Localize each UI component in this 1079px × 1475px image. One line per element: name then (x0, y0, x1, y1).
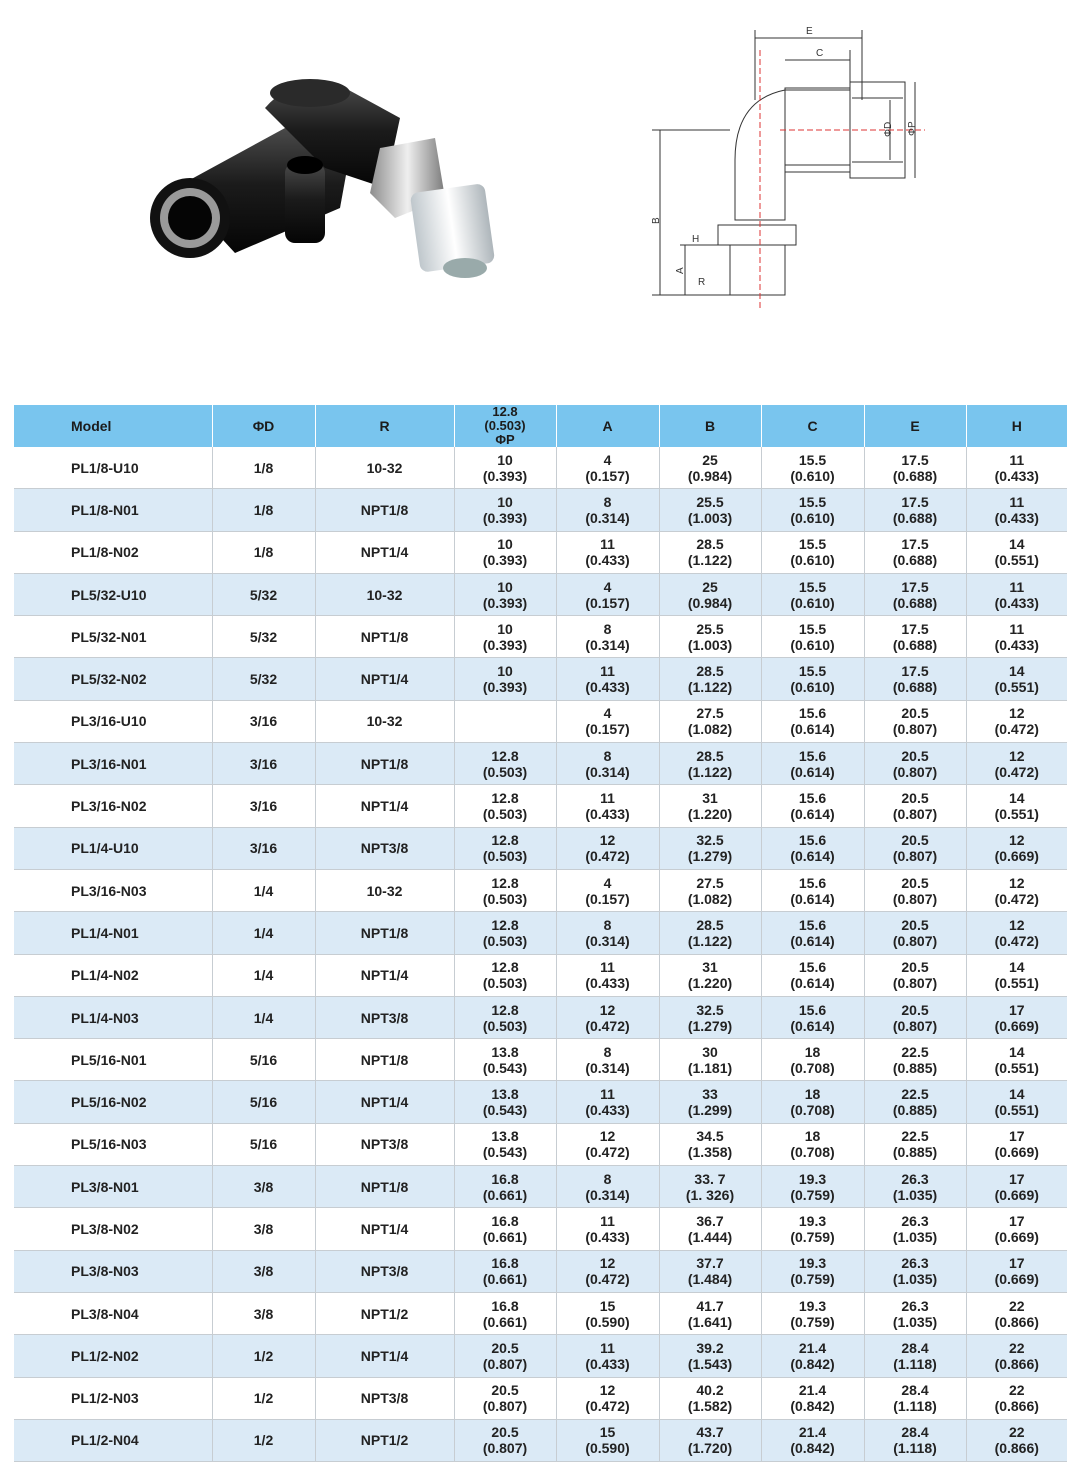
table-cell: 37.7 (1.484) (659, 1250, 761, 1292)
table-cell: 5/16 (212, 1123, 315, 1165)
table-cell: 10 (0.393) (454, 531, 556, 573)
table-cell: 16.8 (0.661) (454, 1208, 556, 1250)
table-cell: 22 (0.866) (966, 1335, 1067, 1377)
label-h: H (692, 234, 700, 245)
table-cell: 25.5 (1.003) (659, 616, 761, 658)
table-cell: 15.5 (0.610) (761, 489, 864, 531)
table-cell: NPT3/8 (315, 1250, 454, 1292)
table-cell: 3/16 (212, 827, 315, 869)
table-cell: 20.5 (0.807) (864, 869, 966, 911)
table-cell: NPT3/8 (315, 1123, 454, 1165)
table-row (14, 1250, 1067, 1292)
table-cell: 8 (0.314) (556, 1166, 659, 1208)
elbow-fitting-photo (135, 68, 515, 298)
table-cell: 3/16 (212, 743, 315, 785)
table-cell: 12 (0.472) (966, 743, 1067, 785)
table-cell: 20.5 (0.807) (864, 700, 966, 742)
table-cell: 15.6 (0.614) (761, 869, 864, 911)
column-header: ΦD (212, 405, 315, 447)
table-cell: 16.8 (0.661) (454, 1166, 556, 1208)
product-images (0, 0, 1079, 395)
table-cell: 28.4 (1.118) (864, 1335, 966, 1377)
table-cell: 12 (0.472) (556, 1250, 659, 1292)
table-cell: 41.7 (1.641) (659, 1292, 761, 1334)
table-cell: 10 (0.393) (454, 573, 556, 615)
table-cell: 15.6 (0.614) (761, 954, 864, 996)
table-cell: 40.2 (1.582) (659, 1377, 761, 1419)
table-cell: 17 (0.669) (966, 1123, 1067, 1165)
table-cell: 33 (1.299) (659, 1081, 761, 1123)
table-cell: 5/32 (212, 573, 315, 615)
spec-table (14, 405, 1067, 1462)
table-cell: 3/8 (212, 1292, 315, 1334)
table-cell: 20.5 (0.807) (864, 785, 966, 827)
table-cell: 17 (0.669) (966, 1166, 1067, 1208)
table-cell: 12 (0.472) (556, 1123, 659, 1165)
table-cell: 10-32 (315, 700, 454, 742)
table-cell: 1/8 (212, 489, 315, 531)
table-cell: 11 (0.433) (556, 785, 659, 827)
table-cell: 3/16 (212, 700, 315, 742)
table-cell: 4 (0.157) (556, 700, 659, 742)
table-cell: 20.5 (0.807) (454, 1377, 556, 1419)
table-cell: 17 (0.669) (966, 1250, 1067, 1292)
table-cell: 11 (0.433) (556, 954, 659, 996)
table-cell: 20.5 (0.807) (864, 996, 966, 1038)
table-cell: NPT1/8 (315, 743, 454, 785)
table-cell: 16.8 (0.661) (454, 1292, 556, 1334)
table-cell: 43.7 (1.720) (659, 1419, 761, 1461)
table-row (14, 1419, 1067, 1461)
table-cell: NPT1/4 (315, 1081, 454, 1123)
table-cell: 12.8 (0.503) (454, 785, 556, 827)
table-cell: 15 (0.590) (556, 1419, 659, 1461)
table-cell: PL1/8-N02 (14, 531, 212, 573)
table-row (14, 1166, 1067, 1208)
table-cell: 28.4 (1.118) (864, 1419, 966, 1461)
table-cell: 11 (0.433) (556, 658, 659, 700)
table-cell: 32.5 (1.279) (659, 996, 761, 1038)
table-cell: NPT1/4 (315, 1335, 454, 1377)
table-cell: 18 (0.708) (761, 1081, 864, 1123)
table-cell: 12 (0.472) (966, 700, 1067, 742)
table-cell: 21.4 (0.842) (761, 1377, 864, 1419)
table-cell: 15.5 (0.610) (761, 573, 864, 615)
table-cell: 12 (0.472) (556, 996, 659, 1038)
table-cell: 17.5 (0.688) (864, 573, 966, 615)
column-header: C (761, 405, 864, 447)
table-cell: 32.5 (1.279) (659, 827, 761, 869)
table-cell: 10 (0.393) (454, 616, 556, 658)
table-cell: 14 (0.551) (966, 954, 1067, 996)
table-row (14, 1039, 1067, 1081)
table-cell: 36.7 (1.444) (659, 1208, 761, 1250)
table-cell: 20.5 (0.807) (864, 912, 966, 954)
table-cell: 17 (0.669) (966, 996, 1067, 1038)
table-cell: 10 (0.393) (454, 489, 556, 531)
table-cell: 20.5 (0.807) (864, 743, 966, 785)
table-cell: PL1/4-N03 (14, 996, 212, 1038)
table-row (14, 489, 1067, 531)
table-cell: 20.5 (0.807) (454, 1419, 556, 1461)
table-cell: 11 (0.433) (966, 573, 1067, 615)
table-cell: 27.5 (1.082) (659, 700, 761, 742)
table-cell: PL5/32-N02 (14, 658, 212, 700)
table-row (14, 996, 1067, 1038)
table-cell: PL5/32-U10 (14, 573, 212, 615)
table-cell: 5/32 (212, 658, 315, 700)
table-cell: 1/4 (212, 912, 315, 954)
table-cell: 13.8 (0.543) (454, 1039, 556, 1081)
table-row (14, 1377, 1067, 1419)
table-cell: PL3/16-N03 (14, 869, 212, 911)
table-cell: 12.8 (0.503) (454, 827, 556, 869)
table-row (14, 1335, 1067, 1377)
table-row (14, 869, 1067, 911)
table-cell: 15.6 (0.614) (761, 700, 864, 742)
table-cell: 19.3 (0.759) (761, 1208, 864, 1250)
column-header: R (315, 405, 454, 447)
table-cell: 10-32 (315, 573, 454, 615)
table-cell: 12.8 (0.503) (454, 954, 556, 996)
table-cell: NPT3/8 (315, 996, 454, 1038)
table-cell: 28.5 (1.122) (659, 912, 761, 954)
table-cell: 25.5 (1.003) (659, 489, 761, 531)
table-cell: 3/8 (212, 1250, 315, 1292)
table-cell: 20.5 (0.807) (864, 827, 966, 869)
table-cell: 26.3 (1.035) (864, 1208, 966, 1250)
table-cell: 11 (0.433) (966, 616, 1067, 658)
table-cell: 15.6 (0.614) (761, 785, 864, 827)
table-cell: NPT1/4 (315, 954, 454, 996)
table-row (14, 616, 1067, 658)
table-cell: 4 (0.157) (556, 447, 659, 489)
column-header: 12.8 (0.503) ΦP (454, 405, 556, 447)
table-cell: NPT1/4 (315, 658, 454, 700)
table-cell: PL3/8-N02 (14, 1208, 212, 1250)
table-cell: PL3/8-N03 (14, 1250, 212, 1292)
dimension-drawing (640, 20, 930, 320)
table-cell: 15.5 (0.610) (761, 616, 864, 658)
table-cell: PL5/16-N01 (14, 1039, 212, 1081)
table-row (14, 1292, 1067, 1334)
table-cell: 4 (0.157) (556, 573, 659, 615)
table-cell: NPT1/8 (315, 912, 454, 954)
table-cell: 15 (0.590) (556, 1292, 659, 1334)
table-cell: 12.8 (0.503) (454, 743, 556, 785)
table-cell: 12.8 (0.503) (454, 996, 556, 1038)
table-cell: 25 (0.984) (659, 573, 761, 615)
table-cell: PL1/2-N03 (14, 1377, 212, 1419)
table-cell: 22 (0.866) (966, 1377, 1067, 1419)
table-cell: 8 (0.314) (556, 912, 659, 954)
table-cell: 11 (0.433) (556, 1081, 659, 1123)
table-cell: 14 (0.551) (966, 531, 1067, 573)
table-cell: PL1/4-N01 (14, 912, 212, 954)
table-cell: 1/2 (212, 1377, 315, 1419)
table-cell: 22 (0.866) (966, 1292, 1067, 1334)
table-cell: 17.5 (0.688) (864, 489, 966, 531)
table-cell: 13.8 (0.543) (454, 1081, 556, 1123)
table-cell: 15.5 (0.610) (761, 531, 864, 573)
table-cell: 4 (0.157) (556, 869, 659, 911)
table-cell: 25 (0.984) (659, 447, 761, 489)
table-cell: 31 (1.220) (659, 785, 761, 827)
table-cell: 11 (0.433) (966, 447, 1067, 489)
table-cell: NPT1/2 (315, 1292, 454, 1334)
table-cell: 22.5 (0.885) (864, 1123, 966, 1165)
table-cell: 10 (0.393) (454, 447, 556, 489)
table-cell: 39.2 (1.543) (659, 1335, 761, 1377)
table-cell: PL1/4-N02 (14, 954, 212, 996)
table-cell: PL3/8-N04 (14, 1292, 212, 1334)
table-cell: 21.4 (0.842) (761, 1419, 864, 1461)
label-r: R (698, 277, 706, 288)
label-e: E (806, 26, 813, 37)
table-cell: 30 (1.181) (659, 1039, 761, 1081)
table-cell: 12 (0.472) (556, 1377, 659, 1419)
table-cell: 13.8 (0.543) (454, 1123, 556, 1165)
table-row (14, 1123, 1067, 1165)
table-cell: PL3/8-N01 (14, 1166, 212, 1208)
table-cell: PL3/16-N01 (14, 743, 212, 785)
table-cell: NPT1/4 (315, 1208, 454, 1250)
table-header (14, 405, 1067, 447)
table-cell: NPT1/2 (315, 1419, 454, 1461)
table-cell: 8 (0.314) (556, 489, 659, 531)
table-cell: 33. 7 (1. 326) (659, 1166, 761, 1208)
table-row (14, 573, 1067, 615)
column-header: H (966, 405, 1067, 447)
table-cell: 3/8 (212, 1208, 315, 1250)
table-cell: 17 (0.669) (966, 1208, 1067, 1250)
table-cell: 20.5 (0.807) (454, 1335, 556, 1377)
label-a: A (675, 267, 686, 274)
table-cell: 10-32 (315, 869, 454, 911)
table-row (14, 912, 1067, 954)
table-cell: 17.5 (0.688) (864, 531, 966, 573)
table-cell: NPT1/4 (315, 785, 454, 827)
table-cell: 1/8 (212, 531, 315, 573)
table-cell: 31 (1.220) (659, 954, 761, 996)
table-row (14, 1081, 1067, 1123)
table-cell: 14 (0.551) (966, 1081, 1067, 1123)
table-row (14, 700, 1067, 742)
table-cell: 12 (0.472) (966, 869, 1067, 911)
table-cell: PL1/2-N02 (14, 1335, 212, 1377)
table-cell: 1/2 (212, 1419, 315, 1461)
table-cell: 20.5 (0.807) (864, 954, 966, 996)
table-cell: NPT1/8 (315, 489, 454, 531)
table-cell: 22 (0.866) (966, 1419, 1067, 1461)
table-cell: 18 (0.708) (761, 1123, 864, 1165)
table-cell: 18 (0.708) (761, 1039, 864, 1081)
table-cell: 8 (0.314) (556, 616, 659, 658)
table-cell: 5/16 (212, 1081, 315, 1123)
table-cell: 11 (0.433) (556, 531, 659, 573)
table-cell: 21.4 (0.842) (761, 1335, 864, 1377)
table-cell: PL5/32-N01 (14, 616, 212, 658)
table-cell: 19.3 (0.759) (761, 1292, 864, 1334)
table-cell: 19.3 (0.759) (761, 1250, 864, 1292)
table-cell: 28.4 (1.118) (864, 1377, 966, 1419)
table-cell: 27.5 (1.082) (659, 869, 761, 911)
table-cell: 15.6 (0.614) (761, 743, 864, 785)
table-row (14, 954, 1067, 996)
table-cell: 12 (0.472) (966, 912, 1067, 954)
table-row (14, 827, 1067, 869)
table-cell: 11 (0.433) (966, 489, 1067, 531)
table-row (14, 531, 1067, 573)
table-row (14, 785, 1067, 827)
table-cell: 3/16 (212, 785, 315, 827)
table-cell: 3/8 (212, 1166, 315, 1208)
table-row (14, 658, 1067, 700)
table-cell: 22.5 (0.885) (864, 1039, 966, 1081)
table-cell: PL1/2-N04 (14, 1419, 212, 1461)
table-row (14, 1208, 1067, 1250)
table-cell: 26.3 (1.035) (864, 1166, 966, 1208)
column-header: A (556, 405, 659, 447)
table-cell: 10 (0.393) (454, 658, 556, 700)
table-cell: PL1/8-N01 (14, 489, 212, 531)
label-b: B (651, 217, 662, 224)
column-header: E (864, 405, 966, 447)
table-cell: PL3/16-N02 (14, 785, 212, 827)
table-cell: 15.6 (0.614) (761, 827, 864, 869)
table-cell: 34.5 (1.358) (659, 1123, 761, 1165)
table-cell: 19.3 (0.759) (761, 1166, 864, 1208)
table-cell: 28.5 (1.122) (659, 531, 761, 573)
table-cell (454, 700, 556, 742)
table-cell: NPT1/8 (315, 1166, 454, 1208)
table-cell: 15.6 (0.614) (761, 912, 864, 954)
table-cell: NPT3/8 (315, 1377, 454, 1419)
table-cell: NPT1/4 (315, 531, 454, 573)
table-cell: NPT3/8 (315, 827, 454, 869)
table-row (14, 743, 1067, 785)
table-cell: PL5/16-N02 (14, 1081, 212, 1123)
table-cell: 12 (0.669) (966, 827, 1067, 869)
table-cell: 14 (0.551) (966, 785, 1067, 827)
table-cell: NPT1/8 (315, 616, 454, 658)
table-cell: 28.5 (1.122) (659, 658, 761, 700)
table-cell: 14 (0.551) (966, 1039, 1067, 1081)
table-cell: 14 (0.551) (966, 658, 1067, 700)
table-cell: 11 (0.433) (556, 1208, 659, 1250)
table-body (14, 447, 1067, 1462)
table-cell: 8 (0.314) (556, 1039, 659, 1081)
table-cell: NPT1/8 (315, 1039, 454, 1081)
table-cell: 8 (0.314) (556, 743, 659, 785)
table-cell: PL5/16-N03 (14, 1123, 212, 1165)
table-cell: 28.5 (1.122) (659, 743, 761, 785)
label-d: ΦD (883, 121, 894, 137)
table-cell: 17.5 (0.688) (864, 447, 966, 489)
table-cell: PL1/8-U10 (14, 447, 212, 489)
label-p: ΦP (907, 121, 918, 136)
table-cell: 15.6 (0.614) (761, 996, 864, 1038)
table-row (14, 447, 1067, 489)
table-cell: 1/4 (212, 954, 315, 996)
table-cell: 26.3 (1.035) (864, 1292, 966, 1334)
table-cell: 1/8 (212, 447, 315, 489)
table-cell: 22.5 (0.885) (864, 1081, 966, 1123)
column-header: Model (14, 405, 212, 447)
table-cell: 5/16 (212, 1039, 315, 1081)
column-header: B (659, 405, 761, 447)
label-c: C (816, 48, 824, 59)
table-cell: 1/4 (212, 996, 315, 1038)
table-cell: 26.3 (1.035) (864, 1250, 966, 1292)
table-cell: 16.8 (0.661) (454, 1250, 556, 1292)
table-cell: 12 (0.472) (556, 827, 659, 869)
table-cell: 15.5 (0.610) (761, 447, 864, 489)
table-cell: 12.8 (0.503) (454, 869, 556, 911)
table-cell: 17.5 (0.688) (864, 616, 966, 658)
table-cell: 11 (0.433) (556, 1335, 659, 1377)
table-cell: 15.5 (0.610) (761, 658, 864, 700)
table-cell: PL1/4-U10 (14, 827, 212, 869)
table-cell: 1/2 (212, 1335, 315, 1377)
table-cell: PL3/16-U10 (14, 700, 212, 742)
table-cell: 5/32 (212, 616, 315, 658)
table-cell: 17.5 (0.688) (864, 658, 966, 700)
table-cell: 10-32 (315, 447, 454, 489)
table-cell: 12.8 (0.503) (454, 912, 556, 954)
table-cell: 1/4 (212, 869, 315, 911)
